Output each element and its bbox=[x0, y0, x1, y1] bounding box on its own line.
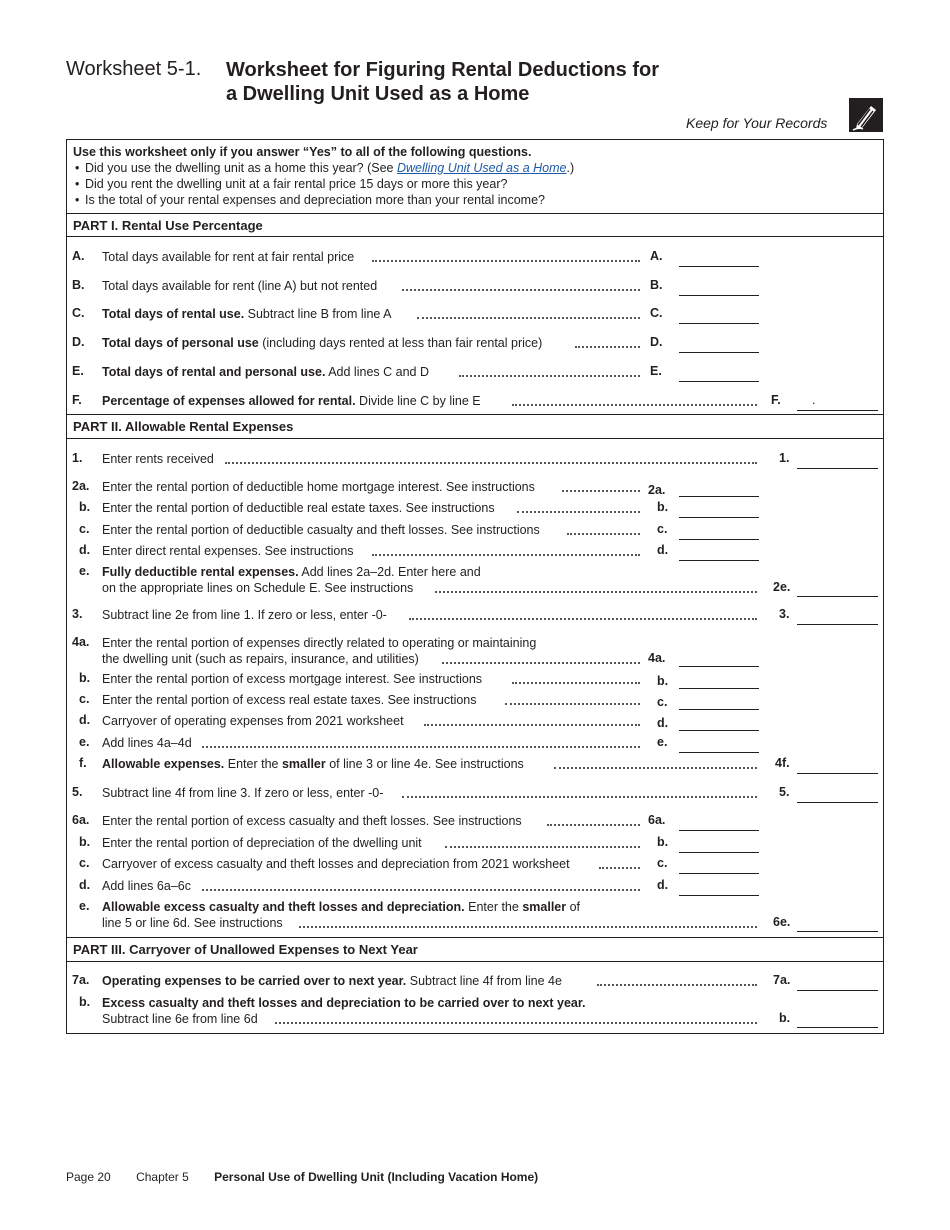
line-ref: F. bbox=[771, 393, 781, 407]
line-text-part: Divide line C by line E bbox=[355, 394, 481, 408]
line-text bbox=[102, 564, 481, 596]
line-text-part: Enter the rental portion of deductible casualty and theft losses. See instructions bbox=[102, 523, 540, 537]
leader-dots bbox=[225, 462, 757, 464]
line-number: c. bbox=[79, 856, 90, 870]
line-number: b. bbox=[79, 500, 91, 514]
line-ref: b. bbox=[657, 674, 669, 688]
line-number: F. bbox=[72, 393, 82, 407]
line-text bbox=[102, 735, 192, 751]
line-number: e. bbox=[79, 899, 90, 913]
chapter-title: Personal Use of Dwelling Unit (Including Vacation Home) bbox=[214, 1170, 539, 1184]
leader-dots bbox=[575, 346, 640, 348]
line-number: e. bbox=[79, 564, 90, 578]
entry-2a[interactable] bbox=[679, 496, 759, 497]
divider bbox=[67, 414, 883, 415]
intro-question-text: Did you use the dwelling unit as a home this year? (See bbox=[85, 161, 397, 175]
divider bbox=[67, 961, 883, 962]
leader-dots bbox=[435, 591, 757, 593]
line-text bbox=[102, 878, 191, 894]
line-text-bold: Total days of personal use bbox=[102, 336, 259, 350]
line-number: 1. bbox=[72, 451, 83, 465]
page-footer bbox=[66, 1170, 560, 1184]
line-text-part: Enter the rental portion of excess real estate taxes. See instructions bbox=[102, 693, 477, 707]
line-text bbox=[102, 500, 495, 516]
line-ref: d. bbox=[657, 878, 669, 892]
worksheet-number: Worksheet 5-1. bbox=[66, 58, 202, 80]
part-2-heading: PART II. Allowable Rental Expenses bbox=[73, 419, 294, 434]
line-number: c. bbox=[79, 692, 90, 706]
line-text-part: of bbox=[566, 900, 581, 914]
divider bbox=[67, 236, 883, 237]
entry-1[interactable] bbox=[797, 468, 878, 469]
line-number: d. bbox=[79, 878, 91, 892]
line-text bbox=[102, 607, 387, 623]
entry-2d[interactable] bbox=[679, 560, 759, 561]
line-number: d. bbox=[79, 713, 91, 727]
line-number: d. bbox=[79, 543, 91, 557]
leader-dots bbox=[505, 703, 640, 705]
line-text-part: Add lines 6a–6c bbox=[102, 879, 191, 893]
entry-4f[interactable] bbox=[797, 773, 878, 774]
leader-dots bbox=[547, 824, 640, 826]
divider bbox=[67, 937, 883, 938]
line-text bbox=[102, 522, 540, 538]
entry-2c[interactable] bbox=[679, 539, 759, 540]
line-text-bold: Total days of rental and personal use. bbox=[102, 365, 326, 379]
entry-4e[interactable] bbox=[679, 752, 759, 753]
line-text-part: Add lines C and D bbox=[325, 365, 429, 379]
line-text-part: Carryover of excess casualty and theft losses and depreciation from 2021 worksheet bbox=[102, 857, 570, 871]
line-text bbox=[102, 713, 404, 729]
line-ref: c. bbox=[657, 522, 668, 536]
divider bbox=[67, 438, 883, 439]
leader-dots bbox=[202, 746, 640, 748]
entry-7a[interactable] bbox=[797, 990, 878, 991]
intro-question-text: .) bbox=[566, 161, 575, 175]
line-text-bold: Allowable excess casualty and theft losses and depreciation. bbox=[102, 900, 465, 914]
entry-6e[interactable] bbox=[797, 931, 878, 932]
entry-6b[interactable] bbox=[679, 852, 759, 853]
line-text bbox=[102, 813, 522, 829]
entry-4c[interactable] bbox=[679, 709, 759, 710]
leader-dots bbox=[409, 618, 757, 620]
line-number: 4a. bbox=[72, 635, 90, 649]
line-text bbox=[102, 306, 391, 322]
line-text-part: Enter the rental portion of expenses directly related to operating or maintaining bbox=[102, 636, 537, 650]
line-text bbox=[102, 451, 214, 467]
intro-box bbox=[73, 144, 873, 208]
line-text-part: Enter rents received bbox=[102, 452, 214, 466]
entry-4a[interactable] bbox=[679, 666, 759, 667]
entry-6d[interactable] bbox=[679, 895, 759, 896]
line-text-bold: Allowable expenses. bbox=[102, 757, 225, 771]
line-text-part: Subtract line B from line A bbox=[244, 307, 392, 321]
leader-dots bbox=[402, 289, 640, 291]
line-text-part: Enter the rental portion of deductible real estate taxes. See instructions bbox=[102, 501, 495, 515]
line-ref: A. bbox=[650, 249, 663, 263]
leader-dots bbox=[562, 490, 640, 492]
line-text bbox=[102, 671, 482, 687]
line-ref: 5. bbox=[779, 785, 790, 799]
line-ref: 3. bbox=[779, 607, 790, 621]
line-text-part: Add lines 2a–2d. Enter here and bbox=[298, 565, 481, 579]
line-number: e. bbox=[79, 735, 90, 749]
entry-D[interactable] bbox=[679, 352, 759, 353]
entry-6c[interactable] bbox=[679, 873, 759, 874]
entry-E[interactable] bbox=[679, 381, 759, 382]
line-ref: c. bbox=[657, 856, 668, 870]
line-ref: E. bbox=[650, 364, 662, 378]
leader-dots bbox=[299, 926, 757, 928]
line-ref: 7a. bbox=[773, 973, 791, 987]
line-text-part: Add lines 4a–4d bbox=[102, 736, 192, 750]
line-ref: 2a. bbox=[648, 483, 666, 497]
leader-dots bbox=[402, 796, 757, 798]
line-ref: b. bbox=[657, 835, 669, 849]
leader-dots bbox=[445, 846, 640, 848]
line-text-part: Carryover of operating expenses from 2021 worksheet bbox=[102, 714, 404, 728]
line-text-part: Enter the bbox=[224, 757, 282, 771]
entry-A[interactable] bbox=[679, 266, 759, 267]
line-number: c. bbox=[79, 522, 90, 536]
entry-4d[interactable] bbox=[679, 730, 759, 731]
leader-dots bbox=[517, 511, 640, 513]
line-text-part: Subtract line 4f from line 4e bbox=[406, 974, 562, 988]
line-number: C. bbox=[72, 306, 85, 320]
leader-dots bbox=[567, 533, 640, 535]
page-number: Page 20 bbox=[66, 1170, 111, 1184]
line-number: E. bbox=[72, 364, 84, 378]
line-text bbox=[102, 393, 481, 409]
leader-dots bbox=[372, 260, 640, 262]
line-text-part: the dwelling unit (such as repairs, insurance, and utilities) bbox=[102, 652, 419, 666]
line-text-bold: Excess casualty and theft losses and depreciation to be carried over to next year. bbox=[102, 996, 586, 1010]
line-ref: 4f. bbox=[775, 756, 790, 770]
line-number: f. bbox=[79, 756, 87, 770]
line-text-part: Enter the rental portion of deductible home mortgage interest. See instructions bbox=[102, 480, 535, 494]
leader-dots bbox=[597, 984, 757, 986]
line-text-part: Subtract line 2e from line 1. If zero or less, enter -0- bbox=[102, 608, 387, 622]
line-ref: d. bbox=[657, 716, 669, 730]
line-ref: 4a. bbox=[648, 651, 666, 665]
leader-dots bbox=[512, 682, 640, 684]
line-ref: D. bbox=[650, 335, 663, 349]
line-ref: 2e. bbox=[773, 580, 791, 594]
entry-F[interactable] bbox=[797, 410, 878, 411]
leader-dots bbox=[442, 662, 640, 664]
pencil-icon bbox=[849, 98, 883, 132]
leader-dots bbox=[275, 1022, 757, 1024]
line-text bbox=[102, 479, 535, 495]
line-text-bold: Operating expenses to be carried over to next year. bbox=[102, 974, 407, 988]
line-text-part: Total days available for rent (line A) but not rented bbox=[102, 279, 378, 293]
dwelling-unit-link[interactable]: Dwelling Unit Used as a Home bbox=[396, 161, 567, 175]
line-ref: 6e. bbox=[773, 915, 791, 929]
line-ref: C. bbox=[650, 306, 663, 320]
intro-lead: Use this worksheet only if you answer “Yes” to all of the following questions. bbox=[73, 145, 532, 159]
line-text-bold: smaller bbox=[522, 900, 567, 914]
line-text bbox=[102, 785, 383, 801]
line-number: 3. bbox=[72, 607, 83, 621]
worksheet-title: Worksheet for Figuring Rental Deductions for a Dwelling Unit Used as a Home bbox=[226, 59, 659, 105]
chapter-label: Chapter 5 bbox=[136, 1170, 189, 1184]
line-number: 2a. bbox=[72, 479, 90, 493]
entry-C[interactable] bbox=[679, 323, 759, 324]
part-3-heading: PART III. Carryover of Unallowed Expenses to Next Year bbox=[73, 942, 418, 957]
line-text-bold: Fully deductible rental expenses. bbox=[102, 565, 299, 579]
entry-5[interactable] bbox=[797, 802, 878, 803]
part-1-heading: PART I. Rental Use Percentage bbox=[73, 218, 263, 233]
line-number: 6a. bbox=[72, 813, 90, 827]
line-ref: c. bbox=[657, 695, 668, 709]
intro-question: • Is the total of your rental expenses and depreciation more than your rental income? bbox=[73, 192, 873, 208]
line-text-bold: Total days of rental use. bbox=[102, 307, 245, 321]
divider bbox=[67, 213, 883, 214]
keep-records-note: Keep for Your Records bbox=[686, 115, 828, 131]
line-text bbox=[102, 973, 562, 989]
line-text bbox=[102, 543, 354, 559]
entry-2b[interactable] bbox=[679, 517, 759, 518]
line-number: 7a. bbox=[72, 973, 90, 987]
decimal-point: . bbox=[812, 393, 816, 407]
line-text-part: Total days available for rent at fair rental price bbox=[102, 250, 355, 264]
line-number: b. bbox=[79, 995, 91, 1009]
line-ref: b. bbox=[657, 500, 669, 514]
leader-dots bbox=[554, 767, 757, 769]
leader-dots bbox=[512, 404, 757, 406]
line-text-part: Enter direct rental expenses. See instructions bbox=[102, 544, 354, 558]
leader-dots bbox=[459, 375, 640, 377]
line-text bbox=[102, 756, 524, 772]
leader-dots bbox=[424, 724, 640, 726]
line-text bbox=[102, 335, 542, 351]
line-ref: 1. bbox=[779, 451, 790, 465]
line-text bbox=[102, 835, 422, 851]
leader-dots bbox=[202, 889, 640, 891]
intro-question: • Did you rent the dwelling unit at a fair rental price 15 days or more this year? bbox=[73, 176, 873, 192]
line-text bbox=[102, 278, 377, 294]
line-text-part: Enter the rental portion of excess casualty and theft losses. See instructions bbox=[102, 814, 522, 828]
leader-dots bbox=[417, 317, 640, 319]
line-number: D. bbox=[72, 335, 85, 349]
line-number: 5. bbox=[72, 785, 83, 799]
line-text-part: of line 3 or line 4e. See instructions bbox=[325, 757, 524, 771]
leader-dots bbox=[599, 867, 640, 869]
line-text-part: Enter the rental portion of depreciation of the dwelling unit bbox=[102, 836, 422, 850]
line-text-part: Subtract line 6e from line 6d bbox=[102, 1012, 258, 1026]
line-text-part: Enter the bbox=[464, 900, 523, 914]
line-text bbox=[102, 364, 429, 380]
worksheet-header bbox=[66, 58, 886, 138]
line-ref: e. bbox=[657, 735, 668, 749]
line-text-part: Enter the rental portion of excess mortgage interest. See instructions bbox=[102, 672, 483, 686]
entry-B[interactable] bbox=[679, 295, 759, 296]
line-text bbox=[102, 249, 354, 265]
line-text-bold: Percentage of expenses allowed for rental. bbox=[102, 394, 356, 408]
entry-7b[interactable] bbox=[797, 1027, 878, 1028]
line-text bbox=[102, 856, 570, 872]
line-number: A. bbox=[72, 249, 85, 263]
line-text-bold: smaller bbox=[281, 757, 326, 771]
entry-6a[interactable] bbox=[679, 830, 759, 831]
leader-dots bbox=[372, 554, 640, 556]
line-text-part: (including days rented at less than fair rental price) bbox=[258, 336, 543, 350]
line-text-part: on the appropriate lines on Schedule E. See instructions bbox=[102, 581, 414, 595]
worksheet-table bbox=[66, 139, 884, 1034]
entry-3[interactable] bbox=[797, 624, 878, 625]
line-ref: B. bbox=[650, 278, 663, 292]
line-ref: d. bbox=[657, 543, 669, 557]
entry-4b[interactable] bbox=[679, 688, 759, 689]
line-ref: b. bbox=[779, 1011, 791, 1025]
line-text bbox=[102, 692, 477, 708]
line-text-part: line 5 or line 6d. See instructions bbox=[102, 916, 283, 930]
line-number: B. bbox=[72, 278, 85, 292]
entry-2e[interactable] bbox=[797, 596, 878, 597]
intro-question bbox=[73, 160, 873, 176]
line-ref: 6a. bbox=[648, 813, 666, 827]
line-number: b. bbox=[79, 671, 91, 685]
line-number: b. bbox=[79, 835, 91, 849]
line-text-part: Subtract line 4f from line 3. If zero or less, enter -0- bbox=[102, 786, 384, 800]
